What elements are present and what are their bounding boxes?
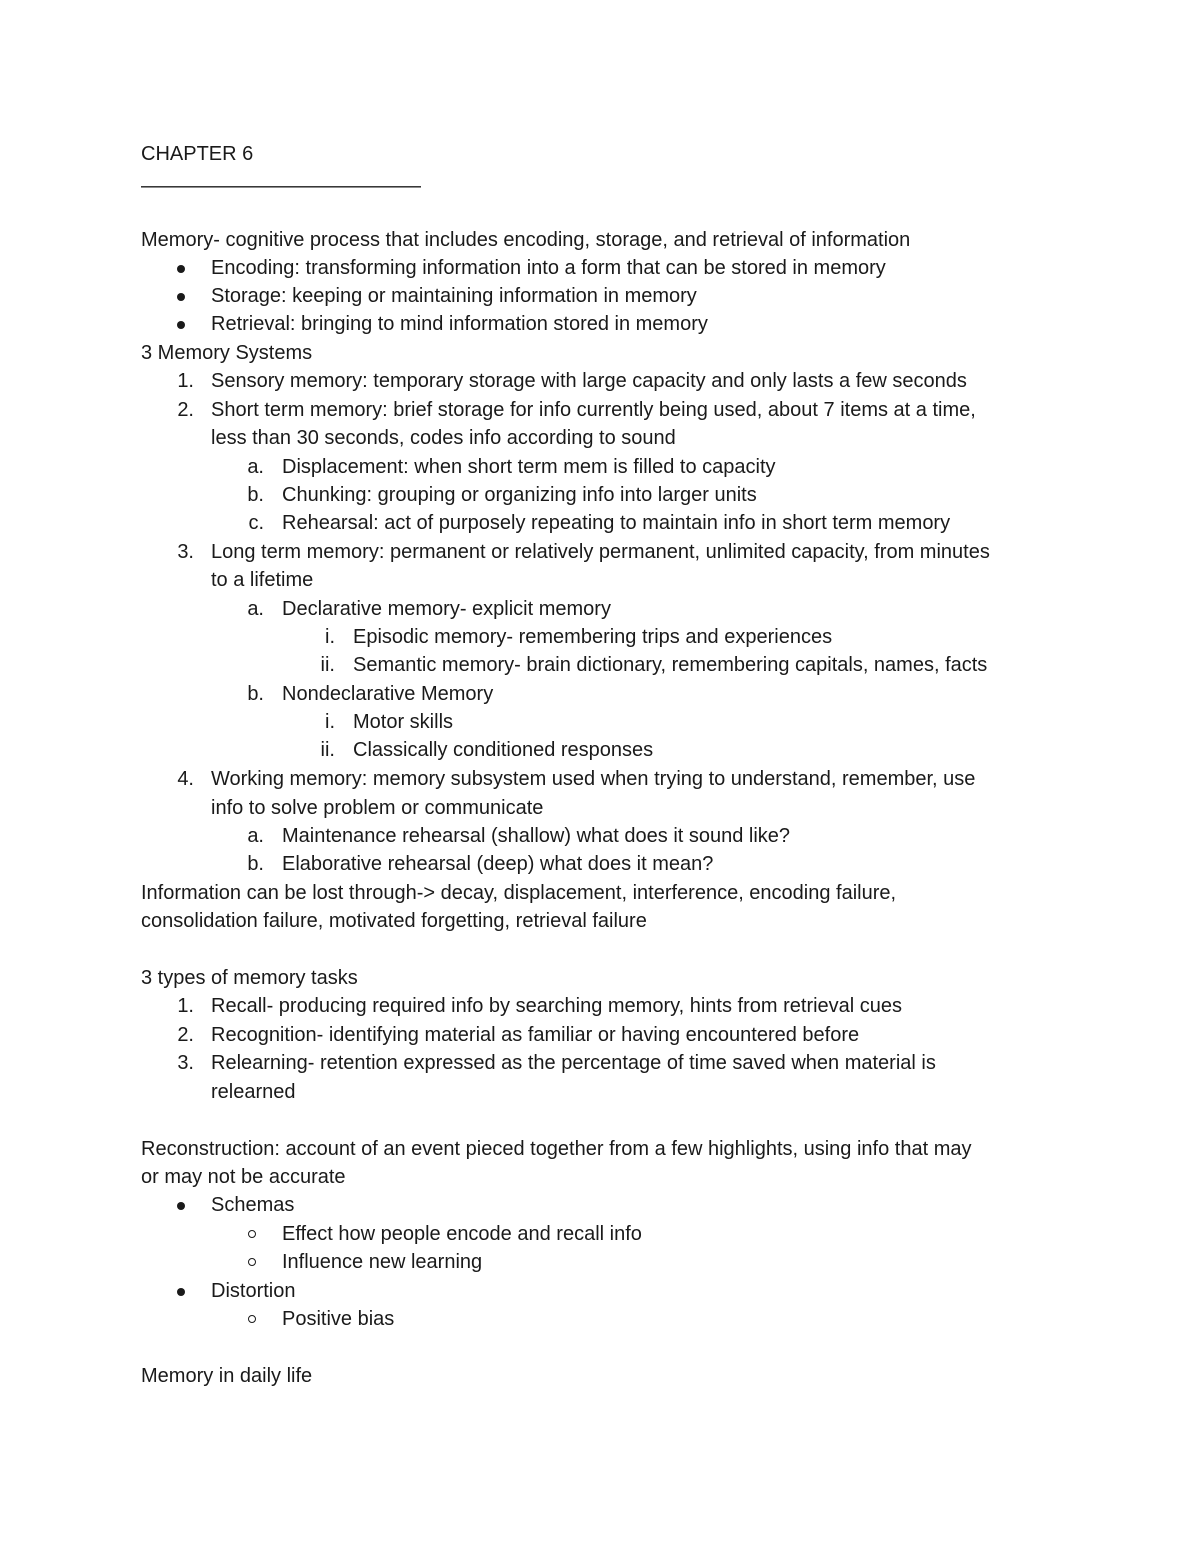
list-number: 1. <box>177 995 194 1017</box>
list-item-continuation: relearned <box>211 1081 296 1103</box>
list-item: Episodic memory- remembering trips and experiences <box>353 626 833 648</box>
paragraph-continuation: or may not be accurate <box>141 1166 346 1188</box>
list-item: Elaborative rehearsal (deep) what does it mean? <box>282 853 714 875</box>
list-item: Nondeclarative Memory <box>282 683 494 705</box>
bullet-dot-icon <box>177 293 185 301</box>
list-roman: i. <box>325 626 335 648</box>
tasks-heading: 3 types of memory tasks <box>141 967 358 989</box>
list-number: 2. <box>177 399 194 421</box>
section-heading: Memory in daily life <box>141 1365 313 1387</box>
list-item: Motor skills <box>353 711 454 733</box>
list-item: Distortion <box>211 1280 296 1302</box>
list-number: 3. <box>177 1052 194 1074</box>
list-item: Retrieval: bringing to mind information stored in memory <box>211 313 708 335</box>
list-number: 3. <box>177 541 194 563</box>
list-number: 2. <box>177 1024 194 1046</box>
divider-rule: —————————————— <box>141 175 421 197</box>
list-number: 4. <box>177 768 194 790</box>
list-item: Influence new learning <box>282 1251 483 1273</box>
systems-heading: 3 Memory Systems <box>141 342 313 364</box>
list-item: Short term memory: brief storage for info currently being used, about 7 items at a time, <box>211 399 976 421</box>
paragraph-continuation: consolidation failure, motivated forgetting, retrieval failure <box>141 910 647 932</box>
list-item-continuation: less than 30 seconds, codes info according to sound <box>211 427 676 449</box>
list-letter: b. <box>247 683 264 705</box>
list-item: Long term memory: permanent or relatively permanent, unlimited capacity, from minutes <box>211 541 990 563</box>
bullet-dot-icon <box>177 265 185 273</box>
paragraph: Reconstruction: account of an event pieced together from a few highlights, using info that may <box>141 1138 972 1160</box>
list-item: Encoding: transforming information into a form that can be stored in memory <box>211 257 886 279</box>
bullet-dot-icon <box>177 321 185 329</box>
list-item: Rehearsal: act of purposely repeating to maintain info in short term memory <box>282 512 951 534</box>
list-item: Relearning- retention expressed as the percentage of time saved when material is <box>211 1052 936 1074</box>
list-letter: c. <box>248 512 264 534</box>
list-item: Classically conditioned responses <box>353 739 654 761</box>
bullet-circle-icon <box>248 1315 256 1323</box>
list-item: Sensory memory: temporary storage with large capacity and only lasts a few seconds <box>211 370 967 392</box>
list-roman: ii. <box>320 654 335 676</box>
bullet-dot-icon <box>177 1288 185 1296</box>
list-item: Recall- producing required info by searching memory, hints from retrieval cues <box>211 995 903 1017</box>
list-item: Effect how people encode and recall info <box>282 1223 642 1245</box>
chapter-title: CHAPTER 6 <box>141 143 254 165</box>
list-item-continuation: to a lifetime <box>211 569 314 591</box>
list-letter: a. <box>247 598 264 620</box>
memory-definition: Memory- cognitive process that includes encoding, storage, and retrieval of information <box>141 229 911 251</box>
list-item: Displacement: when short term mem is filled to capacity <box>282 456 776 478</box>
list-number: 1. <box>177 370 194 392</box>
list-item: Storage: keeping or maintaining information in memory <box>211 285 697 307</box>
list-item: Declarative memory- explicit memory <box>282 598 611 620</box>
list-item: Recognition- identifying material as familiar or having encountered before <box>211 1024 860 1046</box>
list-item: Schemas <box>211 1194 295 1216</box>
list-item: Maintenance rehearsal (shallow) what does it sound like? <box>282 825 791 847</box>
list-item: Semantic memory- brain dictionary, remembering capitals, names, facts <box>353 654 988 676</box>
list-roman: ii. <box>320 739 335 761</box>
list-letter: b. <box>247 484 264 506</box>
list-item: Positive bias <box>282 1308 395 1330</box>
list-item: Working memory: memory subsystem used when trying to understand, remember, use <box>211 768 976 790</box>
bullet-circle-icon <box>248 1258 256 1266</box>
list-letter: a. <box>247 825 264 847</box>
list-item-continuation: info to solve problem or communicate <box>211 797 544 819</box>
list-letter: b. <box>247 853 264 875</box>
list-letter: a. <box>247 456 264 478</box>
bullet-dot-icon <box>177 1202 185 1210</box>
list-item: Chunking: grouping or organizing info into larger units <box>282 484 757 506</box>
bullet-circle-icon <box>248 1230 256 1238</box>
paragraph: Information can be lost through-> decay, displacement, interference, encoding failure, <box>141 882 897 904</box>
list-roman: i. <box>325 711 335 733</box>
